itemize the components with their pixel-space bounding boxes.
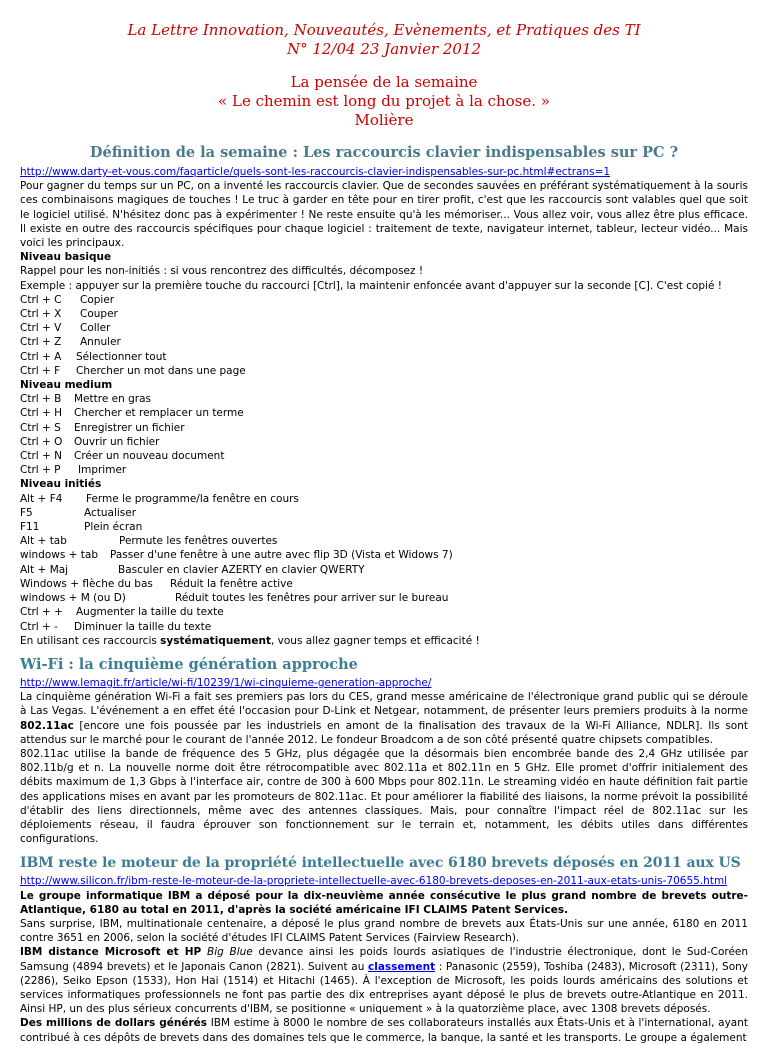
shortcut-row: F11 Plein écran: [20, 521, 143, 534]
shortcut-row: Ctrl + A Sélectionner tout: [20, 350, 167, 363]
basic-reminder: Rappel pour les non-initiés : si vous rencontrez des difficultés, décomposez !: [20, 265, 424, 278]
wifi-section: [0, 676, 768, 846]
shortcut-row: Ctrl + P Imprimer: [20, 464, 127, 477]
basic-shortcut-list: [20, 293, 748, 378]
shortcut-row: Ctrl + + Augmenter la taille du texte: [20, 606, 224, 619]
initiated-shortcut-list: [20, 492, 748, 634]
wifi-paragraph-2: 802.11ac utilise la bande de fréquence des 5 GHz, plus dégagée que la désormais bien encombrée bande des 2,4 GHz utilisée par 802.11b/g et n. La nouvelle norme doit être rétrocompatible avec 802.11a et 802.11n en 5 GHz. Elle promet d'offrir initialement des débits maximum de 1,3 Gbps à l'interface air, contre de 300 à 600 Mbps pour 802.11n. Le streaming vidéo en haute définition fait partie des applications mises en avant par les promoteurs de 802.11ac. Et pour améliorer la fiabilité des liaisons, la norme prévoit la possibilité d'établir des liens directionnels, même avec des antennes classiques. Mais, pour connaître l'impact réel de 802.11ac sur les déploiements réseau, il faudra éprouver son fonctionnement sur le terrain et, notamment, les débits utiles dans différentes configurations.: [20, 747, 748, 846]
thought-of-week: [0, 73, 768, 130]
thought-heading: La pensée de la semaine: [290, 73, 478, 91]
classement-link[interactable]: classement: [368, 960, 436, 973]
shortcut-row: Alt + F4 Ferme le programme/la fenêtre en cours: [20, 492, 299, 505]
ibm-paragraph-3: Des millions de dollars générés IBM estime à 8000 le nombre de ses collaborateurs installés aux États-Unis et à l'international, ayant contribué à ces dépôts de brevets dans des domaines tels que le commerce, la banque, la santé et les transports. Le groupe a également: [20, 1017, 748, 1044]
shortcut-row: Alt + Maj Basculer en clavier AZERTY en clavier QWERTY: [20, 563, 365, 576]
shortcut-row: Ctrl + S Enregistrer un fichier: [20, 421, 185, 434]
wifi-title: Wi-Fi : la cinquième génération approche: [20, 655, 358, 673]
shortcut-row: Ctrl + N Créer un nouveau document: [20, 450, 225, 463]
level-basic-heading: Niveau basique: [20, 251, 112, 264]
ibm-lead: Le groupe informatique IBM a déposé pour la dix-neuvième année consécutive le plus grand nombre de brevets outre-Atlantique, 6180 au total en 2011, d'après la société américaine IFI CLAIMS Patent Services.: [20, 889, 748, 916]
ibm-source-link[interactable]: http://www.silicon.fr/ibm-reste-le-moteur-de-la-propriete-intellectuelle-avec-6180-brevets-deposes-en-2011-aux-etats-unis-70655.html: [20, 875, 728, 888]
newsletter-title: La Lettre Innovation, Nouveautés, Evènements, et Pratiques des TI: [127, 21, 641, 39]
shortcut-row: windows + M (ou D) Réduit toutes les fenêtres pour arriver sur le bureau: [20, 592, 449, 605]
ibm-title: IBM reste le moteur de la propriété intellectuelle avec 6180 brevets déposés en 2011 aux US: [20, 855, 741, 872]
shortcut-row: Alt + tab Permute les fenêtres ouvertes: [20, 535, 278, 548]
definition-intro: Pour gagner du temps sur un PC, on a inventé les raccourcis clavier. Que de secondes sauvées en préférant systématiquement à la souris ces combinaisons magiques de touches ! Le truc à garder en tête pour en tirer profit, c'est que les raccourcis sont valables quel que soit le logiciel utilisé. N'hésitez donc pas à expérimenter ! Ne reste ensuite qu'à les mémoriser... Vous allez voir, vous allez être plus efficace. Il existe en outre des raccourcis spécifiques pour chaque logiciel : traitement de texte, navigateur internet, tableur, lecteur vidéo... Mais voici les principaux.: [20, 180, 748, 250]
definition-section: [0, 165, 768, 648]
shortcut-row: F5 Actualiser: [20, 506, 137, 519]
wifi-paragraph-1: La cinquième génération Wi-Fi a fait ses premiers pas lors du CES, grand messe américaine de l'électronique grand public qui se déroule à Las Vegas. L'événement a en effet été l'occasion pour D-Link et Netgear, notamment, de présenter leurs premiers produits à la norme 802.11ac [encore une fois poussée par les industriels en amont de la finalisation des travaux de la Wi-Fi Alliance, NDLR]. Ils sont attendus sur le marché pour le courant de l'année 2012. Le fondeur Broadcom a de son côté présenté quatre chipsets compatibles.: [20, 691, 748, 746]
ibm-paragraph-2: IBM distance Microsoft et HP Big Blue devance ainsi les poids lourds asiatiques de l'industrie électronique, dont le Sud-Coréen Samsung (4894 brevets) et le Japonais Canon (2821). Suivent au classement : Panasonic (2559), Toshiba (2483), Microsoft (2311), Sony (2286), Seiko Epson (1533), Hon Hai (1514) et Hitachi (1465). À l'exception de Microsoft, les poids lourds américains des solutions et services informatiques professionnels ne font pas partie des dix entreprises ayant déposé le plus de brevets outre-Atlantique en 2011. Ainsi HP, un des plus sérieux concurrents d'IBM, se positionne « uniquement » à la quatorzième place, avec 1308 brevets déposés.: [20, 946, 749, 1016]
shortcut-row: windows + tab Passer d'une fenêtre à une autre avec flip 3D (Vista et Widows 7): [20, 549, 453, 562]
basic-example: Exemple : appuyer sur la première touche du raccourci [Ctrl], la maintenir enfoncée avant d'appuyer sur la seconde [C]. C'est copié !: [20, 279, 722, 292]
shortcut-row: Ctrl + H Chercher et remplacer un terme: [20, 407, 244, 420]
issue-number: N° 12/04 23 Janvier 2012: [286, 40, 482, 58]
shortcut-row: Ctrl + V Coller: [20, 322, 111, 335]
level-initiated-heading: Niveau initiés: [20, 478, 102, 491]
medium-shortcut-list: [20, 392, 748, 477]
shortcut-row: Ctrl + Z Annuler: [20, 336, 121, 349]
shortcut-row: Ctrl + O Ouvrir un fichier: [20, 435, 160, 448]
wifi-source-link[interactable]: http://www.lemagit.fr/article/wi-fi/10239/1/wi-cinquieme-generation-approche/: [20, 676, 432, 689]
shortcut-row: Ctrl + B Mettre en gras: [20, 393, 151, 406]
definition-title: Définition de la semaine : Les raccourcis clavier indispensables sur PC ?: [89, 144, 679, 161]
newsletter-page: [0, 21, 768, 1044]
level-medium-heading: Niveau medium: [20, 379, 113, 392]
shortcut-row: Windows + flèche du bas Réduit la fenêtre active: [20, 577, 293, 590]
ibm-paragraph-1: Sans surprise, IBM, multinationale centenaire, a déposé le plus grand nombre de brevets aux États-Unis sur une année, 6180 en 2011 contre 3651 en 2006, selon la société d'études IFI CLAIMS Patent Services (Fairview Research).: [20, 917, 748, 945]
shortcut-row: Ctrl + X Couper: [20, 308, 118, 321]
shortcut-row: Ctrl + - Diminuer la taille du texte: [20, 620, 212, 633]
ibm-section: [0, 874, 768, 1044]
masthead: [0, 21, 768, 59]
definition-closing: En utilisant ces raccourcis systématiquement, vous allez gagner temps et efficacité !: [20, 634, 480, 647]
thought-quote: « Le chemin est long du projet à la chose. »: [218, 92, 550, 110]
definition-source-link[interactable]: http://www.darty-et-vous.com/faqarticle/quels-sont-les-raccourcis-clavier-indispensables-sur-pc.html#ectrans=1: [20, 166, 611, 178]
shortcut-row: Ctrl + C Copier: [20, 293, 115, 306]
shortcut-row: Ctrl + F Chercher un mot dans une page: [20, 364, 246, 377]
thought-author: Molière: [354, 111, 414, 129]
